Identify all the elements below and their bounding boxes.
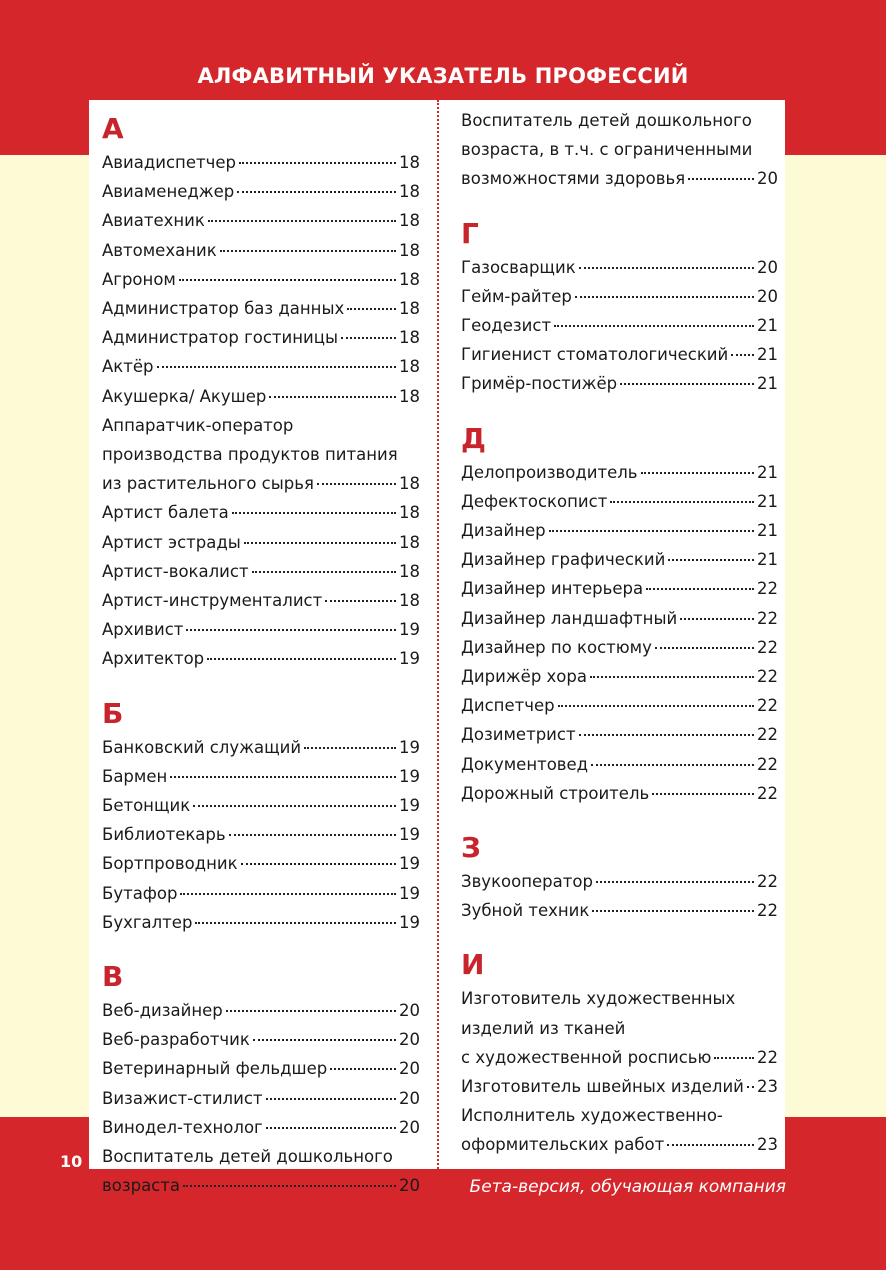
dot-leader [253,1038,396,1041]
entry-name: возраста, в т.ч. с ограниченными [461,140,753,160]
entry-name: Бетонщик [102,796,191,815]
entry-page-number: 20 [757,169,778,189]
entry-name: Агроном [102,269,176,289]
index-entry[interactable] [461,633,778,662]
index-entry[interactable] [102,586,420,615]
entry-name: Веб-разработчик [102,1030,250,1050]
index-entry[interactable] [461,750,778,779]
entry-page-number: 18 [399,386,420,406]
entry-name: Визажист-стилист [102,1088,263,1108]
entry-page-number: 19 [399,796,420,815]
entry-page-number: 18 [399,328,420,348]
entry-page-number: 22 [757,667,778,686]
entry-name: Авиадиспетчер [102,153,236,172]
dot-leader [575,295,754,298]
entry-name: Винодел-технолог [102,1117,263,1137]
entry-page-number: 22 [757,608,778,628]
index-entry[interactable] [102,908,420,937]
index-entry[interactable] [102,615,420,644]
entry-name: Архивист [102,620,184,640]
entry-name: возможностями здоровья [461,169,686,189]
index-entry[interactable] [461,106,778,194]
entry-name: Дизайнер по костюму [461,637,652,657]
index-entry[interactable] [461,545,778,574]
entry-name: Авиатехник [102,211,205,231]
dot-leader [195,921,396,924]
index-entry[interactable] [102,148,420,177]
dot-leader [183,1184,396,1187]
entry-name: Газосварщик [461,257,576,277]
entry-page-number: 19 [399,883,420,903]
index-entry[interactable] [102,791,420,820]
index-entry[interactable] [102,1084,420,1113]
entry-page-number: 18 [399,503,420,523]
dot-leader [646,587,754,590]
entry-page-number: 20 [399,1088,420,1108]
section-letter: И [461,948,485,982]
entry-name: Делопроизводитель [461,462,638,482]
dot-leader [157,365,397,368]
entry-name: Бухгалтер [102,912,193,932]
dot-leader [252,570,396,573]
index-entry[interactable] [461,311,778,340]
entry-page-number: 20 [757,286,778,306]
entry-name: Изготовитель швейных изделий [461,1077,744,1096]
dot-leader [549,529,754,532]
index-entry[interactable] [102,820,420,849]
entry-name: Артист балета [102,503,229,523]
dot-leader [220,249,396,252]
dot-leader [207,657,396,660]
entry-page-number: 19 [399,825,420,845]
index-entry[interactable] [461,867,778,896]
index-entry[interactable] [102,1054,420,1083]
entry-page-number: 23 [757,1135,778,1155]
entry-page-number: 22 [757,754,778,774]
entry-page-number: 19 [399,737,420,757]
dot-leader [610,500,754,503]
dot-leader [266,1097,396,1100]
index-entry[interactable] [102,177,420,206]
dot-leader [180,892,396,895]
entry-page-number: 22 [757,901,778,921]
entry-name: Банковский служащий [102,737,302,757]
entry-name: Геодезист [461,316,552,335]
index-entry[interactable] [461,604,778,633]
entry-page-number: 20 [757,257,778,277]
entry-page-number: 18 [399,474,420,494]
dot-leader [590,675,754,678]
entry-name: Звукооператор [461,872,593,891]
index-entry[interactable] [102,265,420,294]
entry-name: Бортпроводник [102,854,238,874]
index-entry[interactable] [102,1113,420,1142]
dot-leader [325,599,396,602]
entry-name: Гигиенист стоматологический [461,345,729,365]
dot-leader [579,733,754,736]
entry-page-number: 19 [399,766,420,786]
entry-page-number: 19 [399,912,420,932]
entry-page-number: 19 [399,854,420,874]
dot-leader [688,177,754,180]
index-entry[interactable] [102,498,420,527]
dot-leader [269,395,396,398]
entry-name: Артист-инструменталист [102,591,323,610]
entry-name: Автомеханик [102,240,217,260]
entry-name: Дизайнер ландшафтный [461,608,678,628]
entry-page-number: 22 [757,637,778,657]
footer-note: Бета-версия, обучающая компания [469,1177,786,1197]
page-title: АЛФАВИТНЫЙ УКАЗАТЕЛЬ ПРОФЕССИЙ [197,64,689,88]
entry-name: Артист-вокалист [102,561,249,581]
index-entry[interactable] [102,206,420,235]
index-entry[interactable] [461,691,778,720]
entry-page-number: 18 [399,182,420,202]
index-entry[interactable] [461,720,778,749]
dot-leader [347,307,396,310]
index-entry[interactable] [102,879,420,908]
entry-name: Дефектоскопист [461,491,608,511]
entry-name: изделий из тканей [461,1018,626,1038]
dot-leader [641,471,754,474]
entry-name: из растительного сырья [102,474,314,494]
index-entry[interactable] [461,487,778,516]
dot-leader [579,266,754,269]
dot-leader [232,511,396,514]
index-entry[interactable] [102,762,420,791]
entry-name: Дирижёр хора [461,667,587,686]
index-entry[interactable] [461,1072,778,1101]
entry-name: Изготовитель художественных [461,989,736,1009]
entry-page-number: 20 [399,1001,420,1020]
index-entry[interactable] [461,253,778,282]
index-entry[interactable] [102,733,420,762]
section-letter: В [102,960,124,993]
entry-page-number: 21 [757,462,778,482]
section-letter: Б [102,696,124,730]
entry-page-number: 21 [757,345,778,365]
entry-name: Диспетчер [461,696,555,716]
entry-name: Зубной техник [461,901,590,921]
dot-leader [226,1009,396,1012]
index-entry[interactable] [461,1101,778,1159]
entry-name: Администратор баз данных [102,299,345,318]
dot-leader [237,190,396,193]
entry-name: Дизайнер интерьера [461,579,644,599]
index-entry[interactable] [102,996,420,1025]
index-entry[interactable] [461,340,778,369]
entry-name: Архитектор [102,649,205,669]
dot-leader [596,880,754,883]
page-number: 10 [60,1152,83,1171]
entry-name: Веб-дизайнер [102,1001,223,1020]
entry-page-number: 21 [757,550,778,570]
index-entry[interactable] [461,516,778,545]
dot-leader [554,324,754,327]
dot-leader [193,804,396,807]
dot-leader [186,628,396,631]
index-entry[interactable] [102,1025,420,1054]
index-entry[interactable] [461,282,778,311]
entry-name: Бутафор [102,883,178,903]
entry-page-number: 23 [757,1077,778,1096]
dot-leader [680,617,754,620]
dot-leader [239,161,396,164]
section-letter: А [102,112,124,145]
index-entry[interactable] [461,779,778,808]
entry-page-number: 22 [757,1047,778,1067]
entry-name: Артист эстрады [102,532,241,552]
entry-page-number: 18 [399,532,420,552]
section-letter: З [461,831,481,864]
dot-leader [244,541,396,544]
section-letter: Д [461,421,486,455]
index-entry[interactable] [461,458,778,487]
entry-name: Воспитатель детей дошкольного [102,1147,393,1166]
dot-leader [208,219,396,222]
index-entry[interactable] [461,896,778,925]
entry-page-number: 18 [399,561,420,581]
dot-leader [714,1056,754,1059]
index-entry[interactable] [102,411,420,499]
entry-name: Дозиметрист [461,725,576,745]
dot-leader [179,278,396,281]
index-entry[interactable] [102,644,420,673]
entry-page-number: 20 [399,1117,420,1137]
index-entry[interactable] [102,294,420,323]
dot-leader [592,909,754,912]
index-entry[interactable] [461,984,778,1072]
entry-page-number: 22 [757,725,778,745]
index-entry[interactable] [461,662,778,691]
entry-page-number: 20 [399,1030,420,1050]
index-entry[interactable] [102,849,420,878]
entry-page-number: 22 [757,696,778,716]
entry-name: оформительских работ [461,1135,665,1155]
entry-name: Гейм-райтер [461,286,572,306]
entry-name: Дорожный строитель [461,783,650,803]
entry-name: возраста [102,1176,180,1196]
entry-name: Авиаменеджер [102,182,235,202]
index-entry[interactable] [102,236,420,265]
dot-leader [266,1126,396,1129]
dot-leader [341,336,396,339]
dot-leader [330,1067,396,1070]
index-entry[interactable] [102,557,420,586]
entry-name: Документовед [461,754,589,774]
entry-page-number: 18 [399,357,420,377]
entry-page-number: 22 [757,579,778,599]
entry-name: Исполнитель художественно- [461,1106,723,1126]
dot-leader [241,862,396,865]
entry-name: Актёр [102,357,154,377]
index-entry[interactable] [461,369,778,398]
entry-name: Ветеринарный фельдшер [102,1059,328,1079]
section-letter: Г [461,216,479,250]
dot-leader [652,792,754,795]
index-entry[interactable] [102,528,420,557]
index-entry[interactable] [102,1142,420,1200]
entry-page-number: 21 [757,521,778,540]
dot-leader [317,482,396,485]
dot-leader [620,382,754,385]
dot-leader [667,1143,754,1146]
entry-page-number: 18 [399,591,420,610]
entry-page-number: 21 [757,316,778,335]
entry-page-number: 18 [399,240,420,260]
dot-leader [170,775,396,778]
index-entry[interactable] [102,352,420,381]
index-entry[interactable] [102,323,420,352]
entry-page-number: 18 [399,211,420,231]
index-entry[interactable] [461,574,778,603]
entry-page-number: 19 [399,620,420,640]
column-divider [437,100,439,1169]
dot-leader [668,558,754,561]
dot-leader [558,704,754,707]
dot-leader [655,646,754,649]
entry-page-number: 22 [757,872,778,891]
entry-page-number: 22 [757,783,778,803]
entry-name: Бармен [102,766,168,786]
entry-page-number: 20 [399,1176,420,1196]
entry-name: Гримёр-постижёр [461,374,618,394]
entry-name: Акушерка/ Акушер [102,386,267,406]
entry-page-number: 21 [757,374,778,394]
entry-name: Воспитатель детей дошкольного [461,111,752,130]
dot-leader [591,763,754,766]
entry-page-number: 20 [399,1059,420,1079]
entry-name: Библиотекарь [102,825,226,845]
index-entry[interactable] [102,382,420,411]
entry-name: Дизайнер [461,521,546,540]
dot-leader [304,746,396,749]
entry-name: Дизайнер графический [461,550,666,570]
entry-page-number: 18 [399,299,420,318]
dot-leader [747,1085,754,1088]
dot-leader [229,833,396,836]
entry-page-number: 19 [399,649,420,669]
entry-page-number: 18 [399,153,420,172]
entry-name: Администратор гостиницы [102,328,339,348]
entry-page-number: 18 [399,269,420,289]
entry-page-number: 21 [757,491,778,511]
dot-leader [731,353,754,356]
entry-name: с художественной росписью [461,1047,712,1067]
entry-name: производства продуктов питания [102,444,398,464]
entry-name: Аппаратчик-оператор [102,415,294,435]
